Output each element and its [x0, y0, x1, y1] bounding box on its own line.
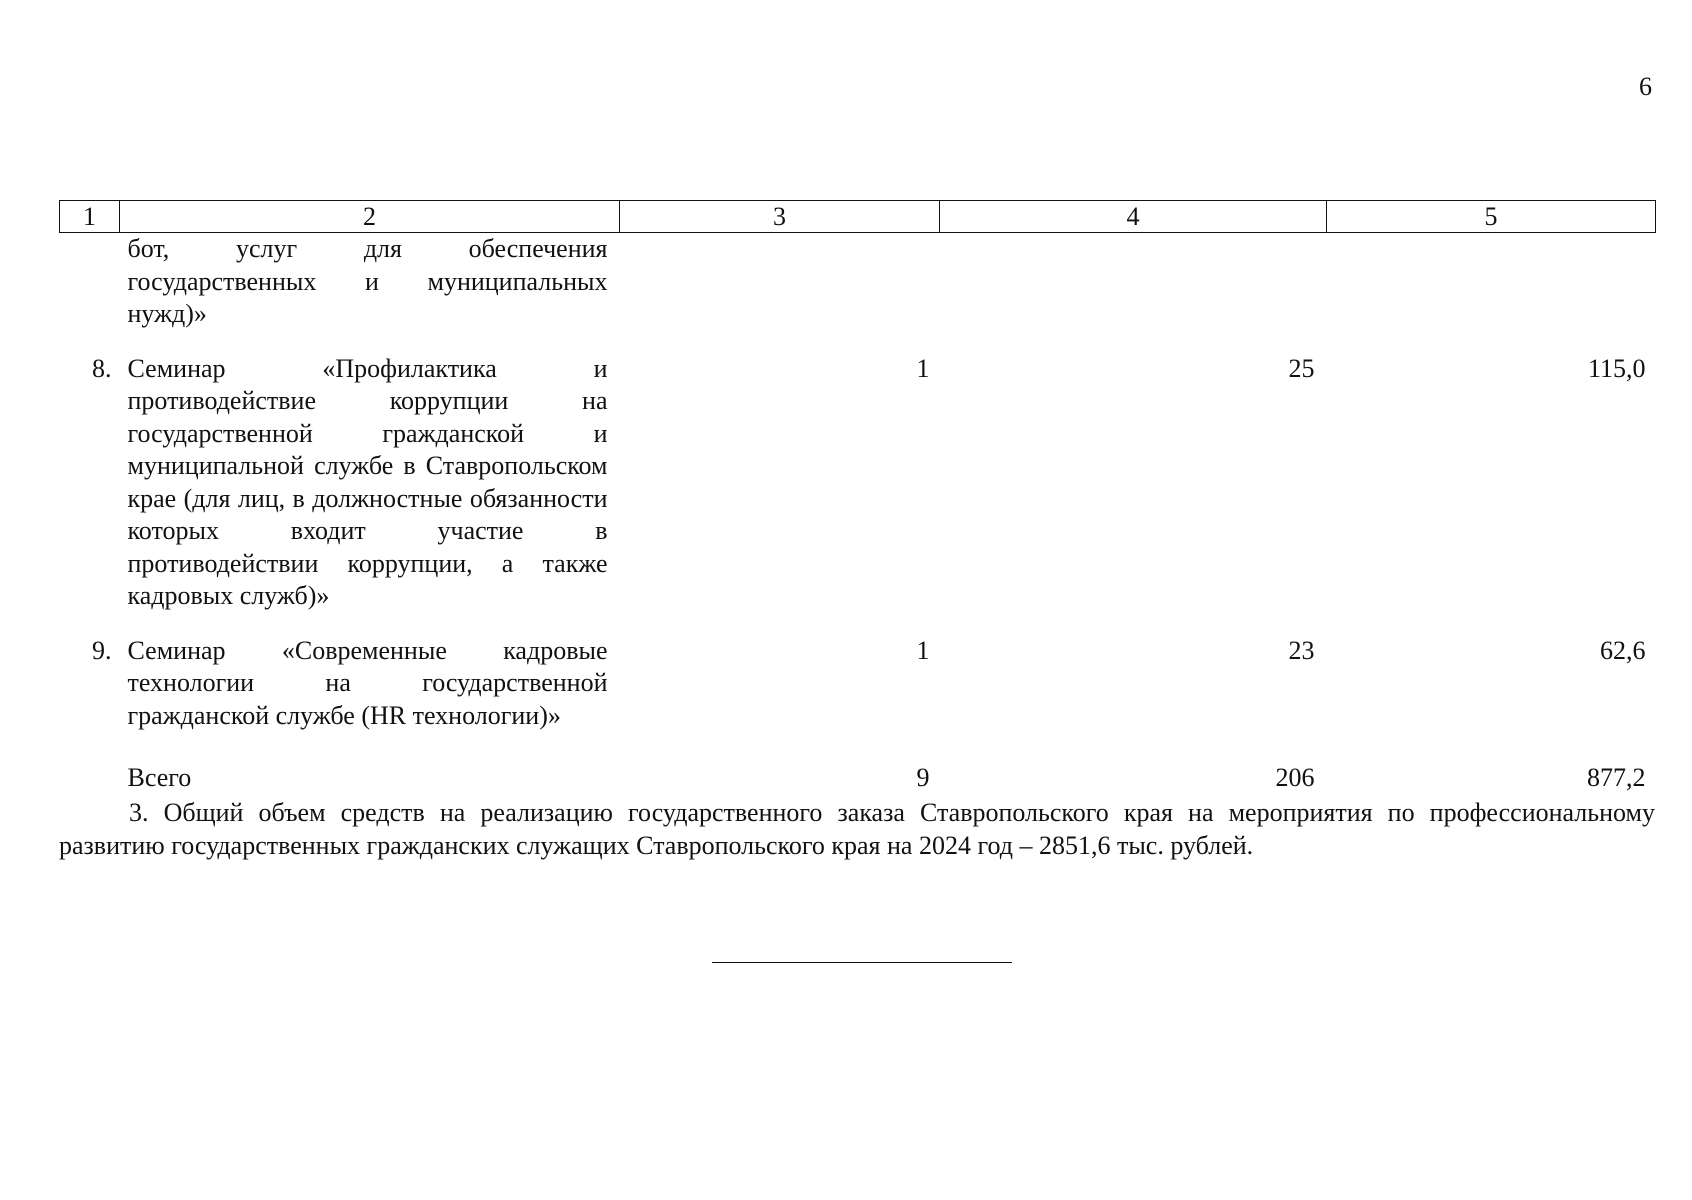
row-number: 9. [92, 635, 112, 665]
header-col-2: 2 [120, 201, 620, 233]
row-col-4-value: 25 [1288, 353, 1315, 383]
continuation-text: бот, услуг для обеспечения государственных и муниципальных нужд)» [127, 234, 608, 328]
header-col-4: 4 [940, 201, 1327, 233]
continuation-empty-5 [1327, 233, 1656, 353]
row-col-5-value: 115,0 [1587, 353, 1646, 383]
allocation-table [59, 200, 1656, 795]
table-row-8 [60, 353, 1656, 635]
page-number: 6 [1639, 72, 1652, 101]
row-col-4-value: 23 [1288, 635, 1315, 665]
column-number-header-row [60, 201, 1656, 233]
total-col-5-value: 877,2 [1587, 763, 1646, 792]
row-col-3-value: 1 [916, 353, 930, 383]
closing-divider-line [712, 962, 1012, 963]
continuation-empty-3 [620, 233, 940, 353]
continuation-num-cell [60, 233, 120, 353]
row-description: Семинар «Профилактика и противодействие коррупции на государственной гражданской и муниципальной службе в Ставропольском крае (для лиц, в должностные обязанности которых входит участие в противодействии коррупции, а также кадровых служб)» [127, 353, 608, 610]
total-col-4-value: 206 [1275, 763, 1315, 792]
row-number: 8. [92, 353, 112, 383]
header-col-5: 5 [1327, 201, 1656, 233]
total-num-cell [60, 754, 120, 795]
continuation-row [60, 233, 1656, 353]
header-col-3: 3 [620, 201, 940, 233]
total-row [60, 754, 1656, 795]
row-description: Семинар «Современные кадровые технологии на государственной гражданской службе (HR технологии)» [127, 635, 608, 730]
row-col-3-value: 1 [916, 635, 930, 665]
total-col-3-value: 9 [916, 763, 930, 792]
allocation-table-wrapper [59, 200, 1655, 795]
header-col-1: 1 [60, 201, 120, 233]
row-col-5-value: 62,6 [1600, 635, 1646, 665]
total-label: Всего [127, 763, 192, 792]
table-row-9 [60, 635, 1656, 755]
continuation-empty-4 [940, 233, 1327, 353]
funding-paragraph: 3. Общий объем средств на реализацию государственного заказа Ставропольского края на мероприятия по профессиональному развитию государственных гражданских служащих Ставропольского края на 2024 год – 2851,6 тыс. рублей. [59, 798, 1655, 860]
